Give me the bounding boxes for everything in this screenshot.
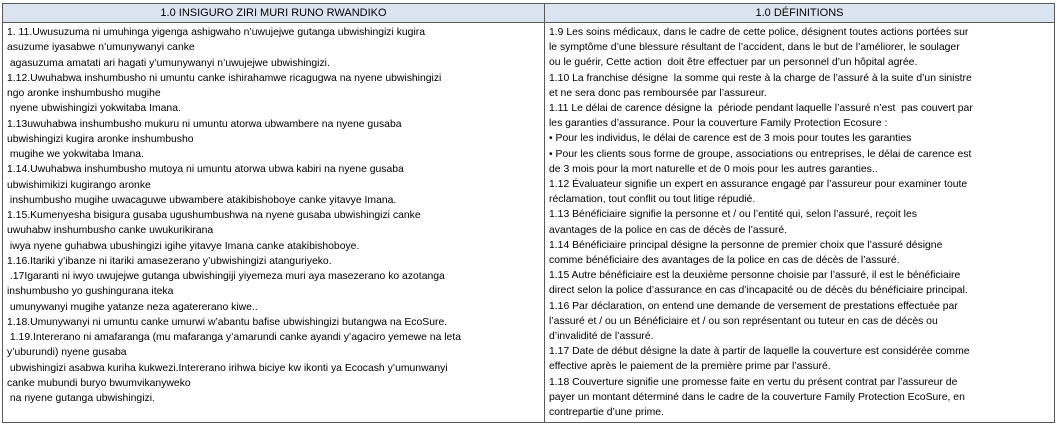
left-text-line: 1. 11.Uwusuzuma ni umuhinga yigenga ashigwaho n’uwujejwe gutanga ubwishingizi kugira <box>7 27 425 38</box>
right-text-line: 1.11 Le délai de carence désigne la période pendant laquelle l’assuré n’est pas couvert par <box>549 103 973 115</box>
right-text-line: réclamation, tout conflit ou tout litige répudié. <box>549 194 756 206</box>
right-text-line: • Pour les individus, le délai de carence est de 3 mois pour toutes les garanties <box>549 133 912 145</box>
right-text-line: 1.17 Date de début désigne la date à partir de laquelle la couverture est considérée comme <box>549 346 970 358</box>
left-text-line: 1.15.Kumenyesha bisigura gusaba ugushumbushwa na nyene gusaba ubwishingizi canke <box>7 210 421 221</box>
right-column-header: 1.0 DÉFINITIONS <box>545 4 1055 23</box>
left-text-line: uwuhabw inshumbusho canke uwukurikirana <box>7 225 214 237</box>
left-text-line: 1.12.Uwuhabwa inshumbusho ni umuntu canke ishirahamwe ricagugwa na nyene ubwishingizi <box>7 72 442 84</box>
right-text-line: et ne sera donc pas remboursée par l’assureur. <box>549 87 767 99</box>
left-text-line: na nyene gutanga ubwishingizi. <box>7 393 155 404</box>
left-text-line: asuzume iyasabwe n’umunywanyi canke <box>7 42 195 54</box>
left-text-line: ngo aronke inshumbusho mugihe <box>7 88 161 99</box>
left-text-line: 1.13uwuhabwa inshumbusho mukuru ni umuntu atorwa ubwambere na nyene gusaba <box>7 118 402 130</box>
left-text-line: 1.18.Umunywanyi ni umuntu canke umurwi w’abantu bafise ubwishingizi butangwa na EcoSure. <box>7 316 448 328</box>
right-text-line: 1.15 Autre bénéficiaire est la deuxième personne choisie par l’assuré, il est le bénéficiaire <box>549 270 961 282</box>
right-text-line: de 3 mois pour la mort naturelle et de 0 mois pour les autres garanties.. <box>549 163 878 175</box>
right-text-line: 1.12 Évaluateur signifie un expert en assurance engagé par l’assureur pour examiner toute <box>549 179 968 191</box>
left-text-line: ubwishingizi asabwa kuriha kukwezi.Interer​ano irihwa biciye kw ikonti ya Ecocash y’umunwanyi <box>7 362 448 374</box>
left-text-line: agasuzuma amatati ari hagati y’umunywanyi n’uwujejwe ubwishingizi. <box>7 57 330 69</box>
left-column-header: 1.0 INSIGURO ZIRI MURI RUNO RWANDIKO <box>3 4 545 23</box>
left-text-line: canke mubundi buryo bwumvikanyweko <box>7 377 191 389</box>
kirundi-definitions-cell <box>3 23 545 423</box>
french-definitions-cell <box>545 23 1055 423</box>
right-text-line: 1.18 Couverture signifie une promesse faite en vertu du présent contrat par l’assureur de <box>549 376 958 388</box>
left-text-line: ubwishingizi kugira aronke inshumbusho <box>7 133 194 145</box>
left-text-line: .17Igaranti ni iwyo uwujejwe gutanga ubwishingiji yiyemeza muri aya masezerano ko azotanga <box>7 271 445 282</box>
header-row <box>3 4 1055 23</box>
right-text-line: effective après le paiement de la première prime par l’assuré. <box>549 361 831 373</box>
right-text-line: 1.13 Bénéficiaire signifie la personne et / ou l’entité qui, selon l’assuré, reçoit les <box>549 209 917 221</box>
left-text-line: inshumbusho yo gushingurana iteka <box>7 286 174 298</box>
right-text-line: les garanties d’assurance. Pour la couverture Family Protection Ecosure : <box>549 118 888 130</box>
right-text-line: 1.10 La franchise désigne la somme qui reste à la charge de l’assuré à la suite d’un sinistre <box>549 72 972 84</box>
right-text-line: direct selon la police d’assurance en cas d’incapacité ou de décès du bénéficiaire principal. <box>549 285 968 297</box>
left-text-line: nyene ubwishingizi yokwitaba Imana. <box>7 103 181 115</box>
left-text-line: ubwishimikizi kugirango aronke <box>7 179 151 191</box>
left-text-line: y’uburundi) nyene gusaba <box>7 347 127 359</box>
right-text-line: l’assuré et / ou un Bénéficiaire et / ou son représentant ou tuteur en cas de décès ou <box>549 315 938 327</box>
left-text-line: 1.14.Uwuhabwa inshumbusho mutoya ni umuntu atorwa ubwa kabiri na nyene gusaba <box>7 164 404 176</box>
left-text-line: mugihe we yokwitaba Imana. <box>7 149 144 160</box>
right-text-line: ou le guérir, Cette action doit être effectuer par un personnel d’un hôpital agrée. <box>549 57 918 69</box>
left-text-line: umunywanyi mugihe yatanze neza agaterer​ano kiwe.. <box>7 301 258 313</box>
right-text-line: comme bénéficiaire des avantages de la police en cas de décès de l’assuré. <box>549 255 900 267</box>
right-text-line: le symptôme d’une blessure résultant de l’accident, dans le but de l’améliorer, le soulager <box>549 42 960 54</box>
right-text-line: payer un montant déterminé dans le cadre de la couverture Family Protection EcoSure, en <box>549 391 965 403</box>
right-text-line: d’invalidité de l’assuré. <box>549 331 654 343</box>
left-text-line: iwya nyene guhabwa ubushingizi igihe yitavye Imana canke atakibishoboye. <box>7 240 360 252</box>
bilingual-definitions-table <box>2 3 1055 423</box>
body-row <box>3 23 1055 423</box>
left-text-line: inshumbusho mugihe uwacaguwe ubwambere atakibishoboye canke yitavye Imana. <box>7 194 397 206</box>
right-text-line: 1.9 Les soins médicaux, dans le cadre de cette police, désignent toutes actions portées sur <box>549 27 969 38</box>
right-text-line: avantages de la police en cas de décès de l’assuré. <box>549 224 787 236</box>
left-text-line: 1.19.Interer​ano ni amafaranga (mu mafaranga y’amarundi canke ayandi y’agaciro yemewe na leta <box>7 332 461 343</box>
right-text-line: 1.14 Bénéficiaire principal désigne la personne de premier choix que l’assuré désigne <box>549 239 943 251</box>
right-text-line: • Pour les clients sous forme de groupe, associations ou entreprises, le délai de carence est <box>549 148 972 160</box>
right-text-line: 1.16 Par déclaration, on entend une demande de versement de prestations effectuée par <box>549 300 958 312</box>
left-text-line: 1.16.Itariki y’ibanze ni itariki amasezerano y’ubwishingizi atanguriyeko. <box>7 255 332 267</box>
right-text-line: contrepartie d’une prime. <box>549 407 664 419</box>
